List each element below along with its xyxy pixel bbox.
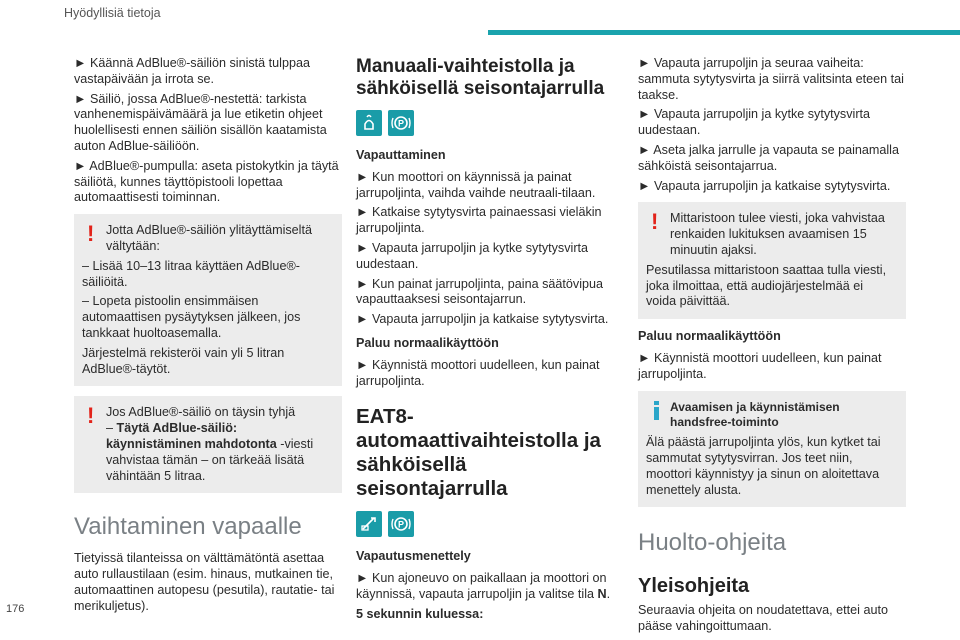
warning-line: Jos AdBlue®-säiliö on täysin tyhjä <box>106 405 296 420</box>
page-number: 176 <box>6 603 25 615</box>
warning-icon: ! <box>651 209 659 235</box>
warning-text: Mittaristoon tulee viesti, joka vahvistaa renkaiden lukituksen avaamisen 15 minuutin ajaksi. <box>670 211 885 257</box>
paragraph: ► Vapauta jarrupoljin ja kytke sytytysvirta uudestaan. <box>638 107 871 138</box>
paragraph: ► Vapauta jarrupoljin ja katkaise sytytysvirta. <box>638 178 891 193</box>
svg-text:P: P <box>397 519 405 530</box>
paragraph: ► Katkaise sytytysvirta painaessasi vieläkin jarrupoljinta. <box>356 205 602 236</box>
warning-text <box>82 405 332 484</box>
info-box <box>638 391 906 508</box>
warning-icon: ! <box>87 403 95 429</box>
paragraph: ► Aseta jalka jarrulle ja vapauta se painamalla sähköistä seisontajarrua. <box>638 142 899 173</box>
warning-text: – Lisää 10–13 litraa käyttäen AdBlue®-säiliöitä. <box>82 258 300 289</box>
paragraph: Tietyissä tilanteissa on välttämätöntä asettaa auto rullaustilaan (esim. hinaus, mutkainen tie, automaattinen autopesu (pesutila), rautatie- tai merikuljetus). <box>74 551 335 613</box>
paragraph: ► Kun painat jarrupoljinta, paina säätövipua vapauttaaksesi seisontajarrun. <box>356 276 604 307</box>
warning-message-bold: Täytä AdBlue-säiliö: käynnistäminen mahdotonta <box>106 421 277 451</box>
heading-manuaali: Manuaali-vaihteistolla ja sähköisellä seisontajarrulla <box>356 56 605 99</box>
column-2 <box>356 56 618 627</box>
heading-huolto: Huolto-ohjeita <box>638 529 787 557</box>
paragraph-bold <box>356 607 618 623</box>
svg-text:P: P <box>397 118 405 129</box>
icon-row <box>356 110 618 136</box>
tow-truck-icon <box>356 511 382 537</box>
icon-row <box>356 511 618 537</box>
paragraph-end: . <box>606 586 611 601</box>
warning-box <box>638 202 906 319</box>
warning-text: Jotta AdBlue®-säiliön ylitäyttämiseltä vältytään: <box>106 223 312 253</box>
column-1 <box>74 56 342 619</box>
subheading-vapauttaminen: Vapauttaminen <box>356 148 446 162</box>
warning-text: – Lopeta pistoolin ensimmäisen automaattisen pysäytyksen jälkeen, jos tankkaat huoltoasemalla. <box>82 294 301 340</box>
paragraph: ► Vapauta jarrupoljin ja seuraa vaiheita: sammuta sytytysvirta ja siirrä valitsinta eteen tai taakse. <box>638 56 904 102</box>
paragraph: ► Käynnistä moottori uudelleen, kun painat jarrupoljinta. <box>356 357 600 388</box>
paragraph: ► Vapauta jarrupoljin ja katkaise sytytysvirta. <box>356 312 609 327</box>
header-accent-bar <box>488 30 960 35</box>
paragraph: Seuraavia ohjeita on noudatettava, ettei auto pääse vahingoittumaan. <box>638 603 888 634</box>
warning-text: Järjestelmä rekisteröi vain yli 5 litran AdBlue®-täytöt. <box>82 345 285 376</box>
subheading-vapautusmenettely: Vapautusmenettely <box>356 549 471 564</box>
paragraph: ► Vapauta jarrupoljin ja kytke sytytysvirta uudestaan. <box>356 240 589 271</box>
paragraph <box>356 571 618 603</box>
paragraph: ► Säiliö, jossa AdBlue®-nestettä: tarkista vanhenemispäivämäärä ja lue etiketin ohjeet huolellisesti ennen säiliön sisällön kaatamista auton AdBlue-säiliöön. <box>74 91 327 153</box>
parking-brake-icon <box>388 511 414 537</box>
paragraph: ► Kun moottori on käynnissä ja painat jarrupoljinta, vaihda vaihde neutraali-tilaan. <box>356 169 596 200</box>
warning-box <box>74 214 342 386</box>
paragraph: ► Käännä AdBlue®-säiliön sinistä tulppaa vastapäivään ja irrota se. <box>74 56 310 86</box>
parking-brake-icon <box>388 110 414 136</box>
mode-n: N <box>597 586 607 601</box>
column-3 <box>638 56 906 639</box>
subheading-paluu: Paluu normaalikäyttöön <box>356 335 499 350</box>
car-wash-icon <box>356 110 382 136</box>
bold-text: 5 sekunnin kuluessa: <box>356 606 484 621</box>
paragraph: ► AdBlue®-pumpulla: aseta pistokytkin ja täytä säiliötä, kunnes täyttöpistooli lopettaa automaattisesti toiminnan. <box>74 158 339 205</box>
paragraph-text: ► Kun ajoneuvo on paikallaan ja moottori on käynnissä, vapauta jarrupoljin ja valitse tila <box>356 571 607 601</box>
heading-eat8: EAT8-automaattivaihteistolla ja sähköisellä seisontajarrulla <box>356 405 601 501</box>
paragraph: ► Käynnistä moottori uudelleen, kun painat jarrupoljinta. <box>638 350 882 381</box>
section-header: Hyödyllisiä tietoja <box>64 6 161 20</box>
info-icon <box>651 401 663 421</box>
heading-vaihtaminen: Vaihtaminen vapaalle <box>74 513 302 541</box>
info-title: Avaamisen ja käynnistämisen handsfree-toiminto <box>670 399 840 430</box>
warning-text: Pesutilassa mittaristoon saattaa tulla viesti, joka ilmoittaa, että audiojärjestelmää ei voida päivittää. <box>646 262 887 309</box>
info-text: Älä päästä jarrupoljinta ylös, kun kytket tai sammutat sytytysvirran. Jos teet niin, moottori käynnistyy ja sinun on aloitettava menettely alusta. <box>646 435 881 497</box>
warning-icon: ! <box>87 221 95 247</box>
warning-dash: – <box>106 421 117 436</box>
subheading-paluu: Paluu normaalikäyttöön <box>638 329 781 344</box>
warning-rest: -viesti vahvistaa tämän – on tärkeää lisätä vähintään 5 litraa. <box>106 436 314 483</box>
heading-yleisohjeita: Yleisohjeita <box>638 575 750 598</box>
warning-box <box>74 396 342 493</box>
